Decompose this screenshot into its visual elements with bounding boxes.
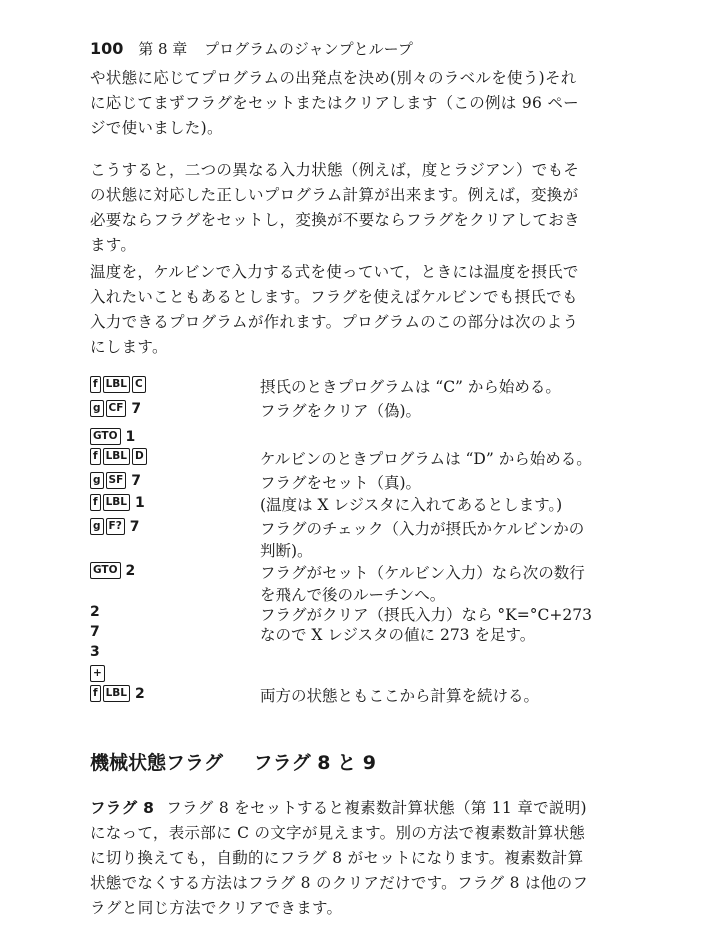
key-cap: LBL: [103, 494, 130, 511]
key-cap: f: [90, 685, 101, 702]
keystroke-sequence: [90, 376, 146, 393]
keystroke-sequence: [90, 448, 147, 465]
description-line: なので X レジスタの値に 273 を足す。: [260, 626, 536, 644]
flag8-first-line: フラグ 8 をセットすると複素数計算状態（第 11 章で説明): [166, 799, 587, 817]
description-line: ケルビンのときプログラムは “D” から始める。: [260, 450, 592, 468]
key-cap: f: [90, 494, 101, 511]
key-cap: LBL: [103, 448, 130, 465]
step-description: [260, 518, 625, 562]
key-cap: F?: [106, 518, 125, 535]
keystroke-sequence: [90, 685, 145, 702]
description-line: 判断)。: [260, 542, 313, 560]
step-description: [260, 400, 625, 422]
chapter-number: 第 8 章: [138, 40, 188, 58]
keystroke-sequence: [90, 665, 105, 682]
key-cap: +: [90, 665, 105, 682]
paragraph-states: [90, 158, 620, 258]
step-description: [260, 562, 625, 606]
step-digit: 7: [129, 518, 140, 535]
key-cap: GTO: [90, 562, 121, 579]
step-description: [260, 604, 625, 626]
key-cap: LBL: [103, 376, 130, 393]
text-line: に切り換えても，自動的にフラグ 8 がセットになります。複素数計算: [90, 849, 584, 867]
description-line: (温度は X レジスタに入れてあるとします。): [260, 496, 563, 514]
flag8-lead: フラグ 8: [90, 799, 155, 817]
step-description: [260, 376, 625, 398]
keystroke-sequence: [90, 518, 140, 535]
step-digit: 1: [134, 494, 145, 511]
step-digit: 7: [90, 624, 100, 640]
paragraph-flag8: [90, 796, 620, 921]
paragraph-temperature: [90, 260, 620, 360]
text-line: ます。: [90, 236, 137, 254]
description-line: フラグのチェック（入力が摂氏かケルビンかの: [260, 520, 585, 538]
section-title: 機械状態フラグ: [90, 752, 224, 774]
key-cap: f: [90, 376, 101, 393]
step-description: [260, 685, 625, 707]
key-cap: SF: [106, 472, 127, 489]
step-digit: 7: [131, 472, 142, 489]
keystroke-sequence: [90, 494, 145, 511]
description-line: フラグがセット（ケルビン入力）なら次の数行: [260, 564, 585, 582]
keystroke-sequence: [90, 562, 135, 579]
keystroke-sequence: [90, 644, 100, 660]
key-cap: LBL: [103, 685, 130, 702]
text-line: や状態に応じてプログラムの出発点を決め(別々のラベルを使う)それ: [90, 69, 577, 87]
text-line: になって，表示部に C の文字が見えます。別の方法で複素数計算状態: [90, 824, 586, 842]
keystroke-sequence: [90, 428, 135, 445]
text-line: 状態でなくする方法はフラグ 8 のクリアだけです。フラグ 8 は他のフ: [90, 874, 589, 892]
text-line: 必要ならフラグをセットし，変換が不要ならフラグをクリアしておき: [90, 211, 580, 229]
description-line: を飛んで後のルーチンへ。: [260, 586, 446, 604]
page-number: 100: [90, 39, 124, 58]
text-line: こうすると，二つの異なる入力状態（例えば，度とラジアン）でもそ: [90, 161, 580, 179]
section-subtitle: フラグ 8 と 9: [253, 752, 376, 774]
description-line: フラグをセット（真)。: [260, 474, 422, 492]
key-cap: GTO: [90, 428, 121, 445]
step-digit: 7: [131, 400, 142, 417]
description-line: 両方の状態ともここから計算を続ける。: [260, 687, 540, 705]
text-line: にします。: [90, 338, 168, 356]
text-line: 入れたいこともあるとします。フラグを使えばケルビンでも摂氏でも: [90, 288, 578, 306]
key-cap: CF: [106, 400, 127, 417]
description-line: フラグをクリア（偽)。: [260, 402, 422, 420]
step-digit: 3: [90, 644, 100, 660]
step-description: [260, 624, 625, 646]
text-line: ジで使いました)。: [90, 119, 223, 137]
keystroke-sequence: [90, 604, 100, 620]
step-digit: 2: [90, 604, 100, 620]
key-cap: D: [132, 448, 147, 465]
step-digit: 2: [125, 562, 136, 579]
key-cap: f: [90, 448, 101, 465]
keystroke-sequence: [90, 624, 100, 640]
running-header: [90, 38, 413, 59]
description-line: フラグがクリア（摂氏入力）なら °K=°C+273: [260, 606, 592, 624]
key-cap: g: [90, 518, 104, 535]
step-description: [260, 448, 625, 470]
paragraph-continuation: [90, 66, 620, 141]
keystroke-sequence: [90, 472, 141, 489]
text-line: に応じてまずフラグをセットまたはクリアします（この例は 96 ペー: [90, 94, 579, 112]
step-description: [260, 472, 625, 494]
key-cap: g: [90, 472, 104, 489]
step-digit: 1: [125, 428, 136, 445]
key-cap: C: [132, 376, 146, 393]
chapter-title: プログラムのジャンプとループ: [204, 40, 413, 58]
step-digit: 2: [134, 685, 145, 702]
step-description: [260, 494, 625, 516]
keystroke-sequence: [90, 400, 141, 417]
description-line: 摂氏のときプログラムは “C” から始める。: [260, 378, 561, 396]
text-line: 入力できるプログラムが作れます。プログラムのこの部分は次のよう: [90, 313, 579, 331]
text-line: [90, 796, 620, 821]
text-line: の状態に対応した正しいプログラム計算が出来ます。例えば，変換が: [90, 186, 579, 204]
text-line: 温度を，ケルビンで入力する式を使っていて，ときには温度を摂氏で: [90, 263, 579, 281]
key-cap: g: [90, 400, 104, 417]
text-line: ラグと同じ方法でクリアできます。: [90, 899, 343, 917]
section-heading: [90, 748, 376, 775]
